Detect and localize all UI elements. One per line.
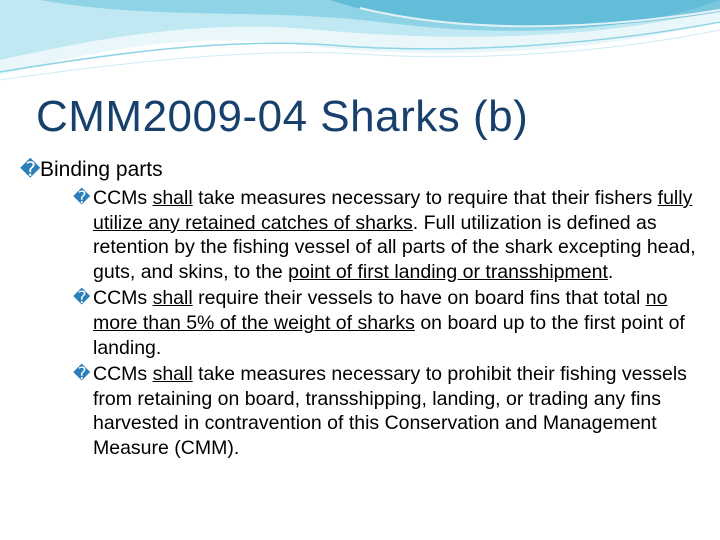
sub-bullet-item bbox=[73, 362, 700, 460]
bullet-icon: � bbox=[73, 288, 91, 309]
underlined-text: shall bbox=[152, 287, 193, 310]
main-bullet-text: Binding parts bbox=[40, 158, 163, 181]
underlined-text: point of first landing or transshipment bbox=[288, 260, 608, 283]
text-segment: take measures necessary to prohibit their fishing vessels from retaining on board, transshipping, landing, or trading any fins harvested in contravention of this Conservation and Management Measure (CMM). bbox=[93, 363, 687, 459]
main-bullet-item bbox=[20, 155, 700, 184]
text-segment: CCMs bbox=[93, 287, 153, 310]
underlined-text: fully utilize any retained catches of sharks bbox=[93, 187, 693, 234]
text-segment: CCMs bbox=[93, 363, 153, 386]
underlined-text: shall bbox=[152, 363, 193, 386]
sub-bullet-item bbox=[73, 286, 700, 360]
slide-body bbox=[20, 155, 700, 461]
text-segment: require their vessels to have on board fins that total bbox=[192, 287, 646, 310]
bullet-icon: � bbox=[73, 188, 91, 208]
underlined-text: shall bbox=[152, 187, 193, 209]
text-segment: on board up to the first point of landing. bbox=[93, 311, 685, 359]
text-segment: CCMs bbox=[93, 187, 153, 209]
text-segment: take measures necessary to require that their fishers bbox=[192, 187, 658, 209]
underlined-text: no more than 5% of the weight of sharks bbox=[93, 287, 668, 334]
text-segment: . bbox=[607, 260, 614, 283]
bullet-icon: � bbox=[20, 157, 41, 181]
sub-bullet-item bbox=[73, 186, 700, 284]
bullet-icon: � bbox=[73, 364, 91, 385]
text-segment: . Full utilization is defined as retention by the fishing vessel of all parts of the shark excepting head, guts, and skins, to the bbox=[93, 211, 696, 283]
sub-bullet-list bbox=[20, 186, 700, 461]
slide-title: CMM2009-04 Sharks (b) bbox=[36, 92, 529, 141]
header-wave-decoration bbox=[0, 0, 720, 90]
